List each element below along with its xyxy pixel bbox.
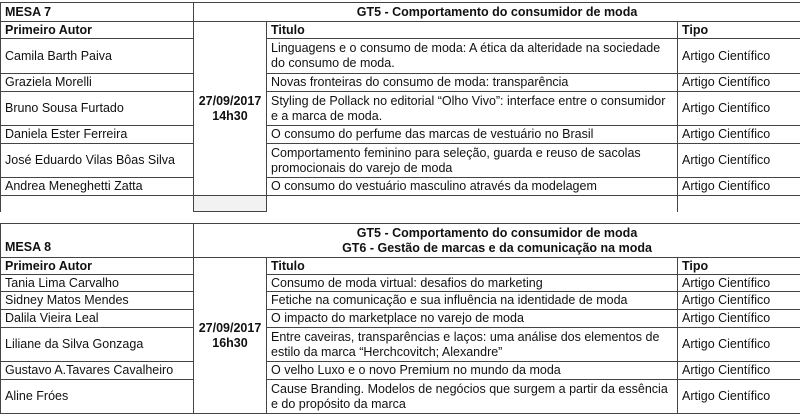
- mesa8-col-titulo: Titulo: [267, 258, 678, 275]
- titulo-cell: Comportamento feminino para seleção, guarda e reuso de sacolas promocionais do varejo de moda: [267, 144, 678, 178]
- autor-cell: Graziela Morelli: [1, 74, 194, 92]
- tipo-cell: Artigo Científico: [678, 39, 800, 74]
- tipo-cell: Artigo Científico: [678, 328, 800, 362]
- autor-cell: Camila Barth Paiva: [1, 39, 194, 74]
- table-row: [1, 92, 800, 126]
- titulo-cell: Linguagens e o consumo de moda: A ética da alteridade na sociedade do consumo de moda.: [267, 39, 678, 74]
- mesa7-gt-title: GT5 - Comportamento do consumidor de moda: [194, 3, 800, 22]
- mesa8-col-tipo: Tipo: [678, 258, 800, 275]
- titulo-cell: Fetiche na comunicação e sua influência na identidade de moda: [267, 292, 678, 310]
- mesa8-table: [0, 223, 800, 414]
- tipo-cell: Artigo Científico: [678, 380, 800, 414]
- autor-cell: José Eduardo Vilas Bôas Silva: [1, 144, 194, 178]
- spacer-cell: [267, 196, 678, 212]
- autor-cell: Bruno Sousa Furtado: [1, 92, 194, 126]
- spacer-cell: [1, 196, 194, 212]
- mesa8-gt-line1: GT5 - Comportamento do consumidor de moda: [356, 225, 638, 240]
- table-row: [1, 310, 800, 328]
- table-row: [1, 362, 800, 380]
- table-row: [1, 380, 800, 414]
- table-row: [1, 39, 800, 74]
- titulo-cell: O impacto do marketplace no varejo de moda: [267, 310, 678, 328]
- mesa7-col-titulo: Titulo: [267, 22, 678, 39]
- titulo-cell: Cause Branding. Modelos de negócios que surgem a partir da essência e do propósito da marca: [267, 380, 678, 414]
- mesa7-time: 14h30: [212, 108, 248, 123]
- table-row: [1, 328, 800, 362]
- titulo-cell: Entre caveiras, transparências e laços: uma análise dos elementos de estilo da marca “Herchcovitch; Alexandre”: [267, 328, 678, 362]
- titulo-cell: O velho Luxo e o novo Premium no mundo da moda: [267, 362, 678, 380]
- tipo-cell: Artigo Científico: [678, 275, 800, 292]
- table-row: [1, 292, 800, 310]
- mesa8-gt-line2: GT6 - Gestão de marcas e da comunicação na moda: [342, 240, 652, 255]
- titulo-cell: O consumo do perfume das marcas de vestuário no Brasil: [267, 126, 678, 144]
- titulo-cell: Consumo de moda virtual: desafios do marketing: [267, 275, 678, 292]
- spacer-cell: [194, 196, 267, 212]
- spacer-row: [1, 196, 800, 212]
- mesa8-col-autor: Primeiro Autor: [1, 258, 194, 275]
- table-row: [1, 144, 800, 178]
- mesa7-table: [0, 2, 800, 212]
- mesa7-date: 27/09/2017: [198, 93, 262, 108]
- tipo-cell: Artigo Científico: [678, 92, 800, 126]
- tipo-cell: Artigo Científico: [678, 178, 800, 196]
- titulo-cell: O consumo do vestuário masculino através da modelagem: [267, 178, 678, 196]
- mesa7-col-autor: Primeiro Autor: [1, 22, 194, 39]
- tipo-cell: Artigo Científico: [678, 126, 800, 144]
- mesa8-date: 27/09/2017: [198, 320, 262, 335]
- titulo-cell: Novas fronteiras do consumo de moda: transparência: [267, 74, 678, 92]
- autor-cell: Sidney Matos Mendes: [1, 292, 194, 310]
- autor-cell: Daniela Ester Ferreira: [1, 126, 194, 144]
- mesa8-label: MESA 8: [1, 224, 194, 258]
- table-row: [1, 275, 800, 292]
- tipo-cell: Artigo Científico: [678, 144, 800, 178]
- autor-cell: Dalila Vieira Leal: [1, 310, 194, 328]
- table-row: [1, 126, 800, 144]
- mesa8-gt-title: [194, 224, 800, 258]
- table-row: [1, 178, 800, 196]
- autor-cell: Andrea Meneghetti Zatta: [1, 178, 194, 196]
- tipo-cell: Artigo Científico: [678, 362, 800, 380]
- tipo-cell: Artigo Científico: [678, 310, 800, 328]
- mesa8-datetime: [194, 258, 267, 414]
- autor-cell: Aline Fróes: [1, 380, 194, 414]
- titulo-cell: Styling de Pollack no editorial “Olho Vivo”: interface entre o consumidor e a marca de moda.: [267, 92, 678, 126]
- tipo-cell: Artigo Científico: [678, 74, 800, 92]
- autor-cell: Tania Lima Carvalho: [1, 275, 194, 292]
- tipo-cell: Artigo Científico: [678, 292, 800, 310]
- table-row: [1, 74, 800, 92]
- mesa7-label: MESA 7: [1, 3, 194, 22]
- mesa8-time: 16h30: [212, 335, 248, 350]
- autor-cell: Liliane da Silva Gonzaga: [1, 328, 194, 362]
- autor-cell: Gustavo A.Tavares Cavalheiro: [1, 362, 194, 380]
- mesa7-datetime: [194, 22, 267, 196]
- mesa7-col-tipo: Tipo: [678, 22, 800, 39]
